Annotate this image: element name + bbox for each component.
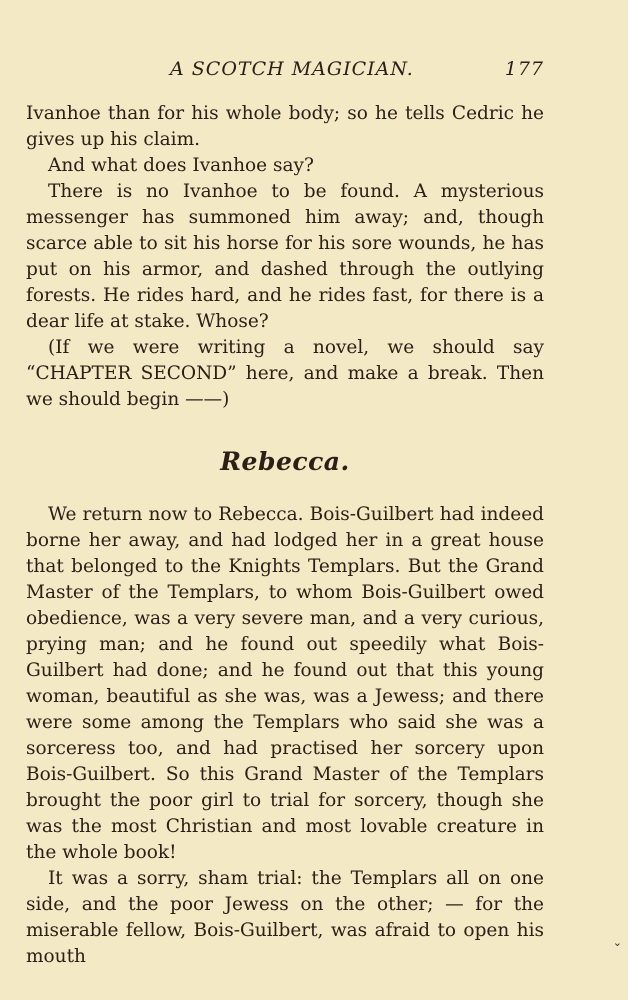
- paragraph: (If we were writing a novel, we should say “CHAPTER SECOND” here, and make a break. Then we should begin ——): [26, 337, 544, 410]
- page-number: 177: [504, 58, 544, 80]
- page-header: [26, 58, 544, 86]
- page-body: [26, 101, 544, 970]
- paragraph: It was a sorry, sham trial: the Templars all on one side, and the poor Jewess on the other; — for the miserable fellow, Bois-Guilbert, was afraid to open his mouth: [26, 868, 544, 967]
- paragraph: There is no Ivanhoe to be found. A mysterious messenger has summoned him away; and, though scarce able to sit his horse for his sore wounds, he has put on his armor, and dashed through the outlying forests. He rides hard, and he rides fast, for there is a dear life at stake. Whose?: [26, 181, 544, 332]
- paragraph: Ivanhoe than for his whole body; so he tells Cedric he gives up his claim.: [26, 103, 544, 150]
- paragraph: And what does Ivanhoe say?: [48, 155, 314, 176]
- section-heading: Rebecca.: [220, 447, 350, 476]
- corner-ornament-icon: ⌄: [612, 936, 622, 949]
- running-title: A SCOTCH MAGICIAN.: [170, 58, 414, 80]
- paragraph: We return now to Rebecca. Bois-Guilbert had indeed borne her away, and had lodged her in a great house that belonged to the Knights Templars. But the Grand Master of the Templars, to whom Bois-Guilbert owed obedience, was a very severe man, and a very curious, prying man; and he found out speedily what Bois-Guilbert had done; and he found out that this young woman, beautiful as she was, was a Jewess; and there were some among the Templars who said she was a sorceress too, and had practised her sorcery upon Bois-Guilbert. So this Grand Master of the Templars brought the poor girl to trial for sorcery, though she was the most Christian and most lovable creature in the whole book!: [26, 504, 544, 863]
